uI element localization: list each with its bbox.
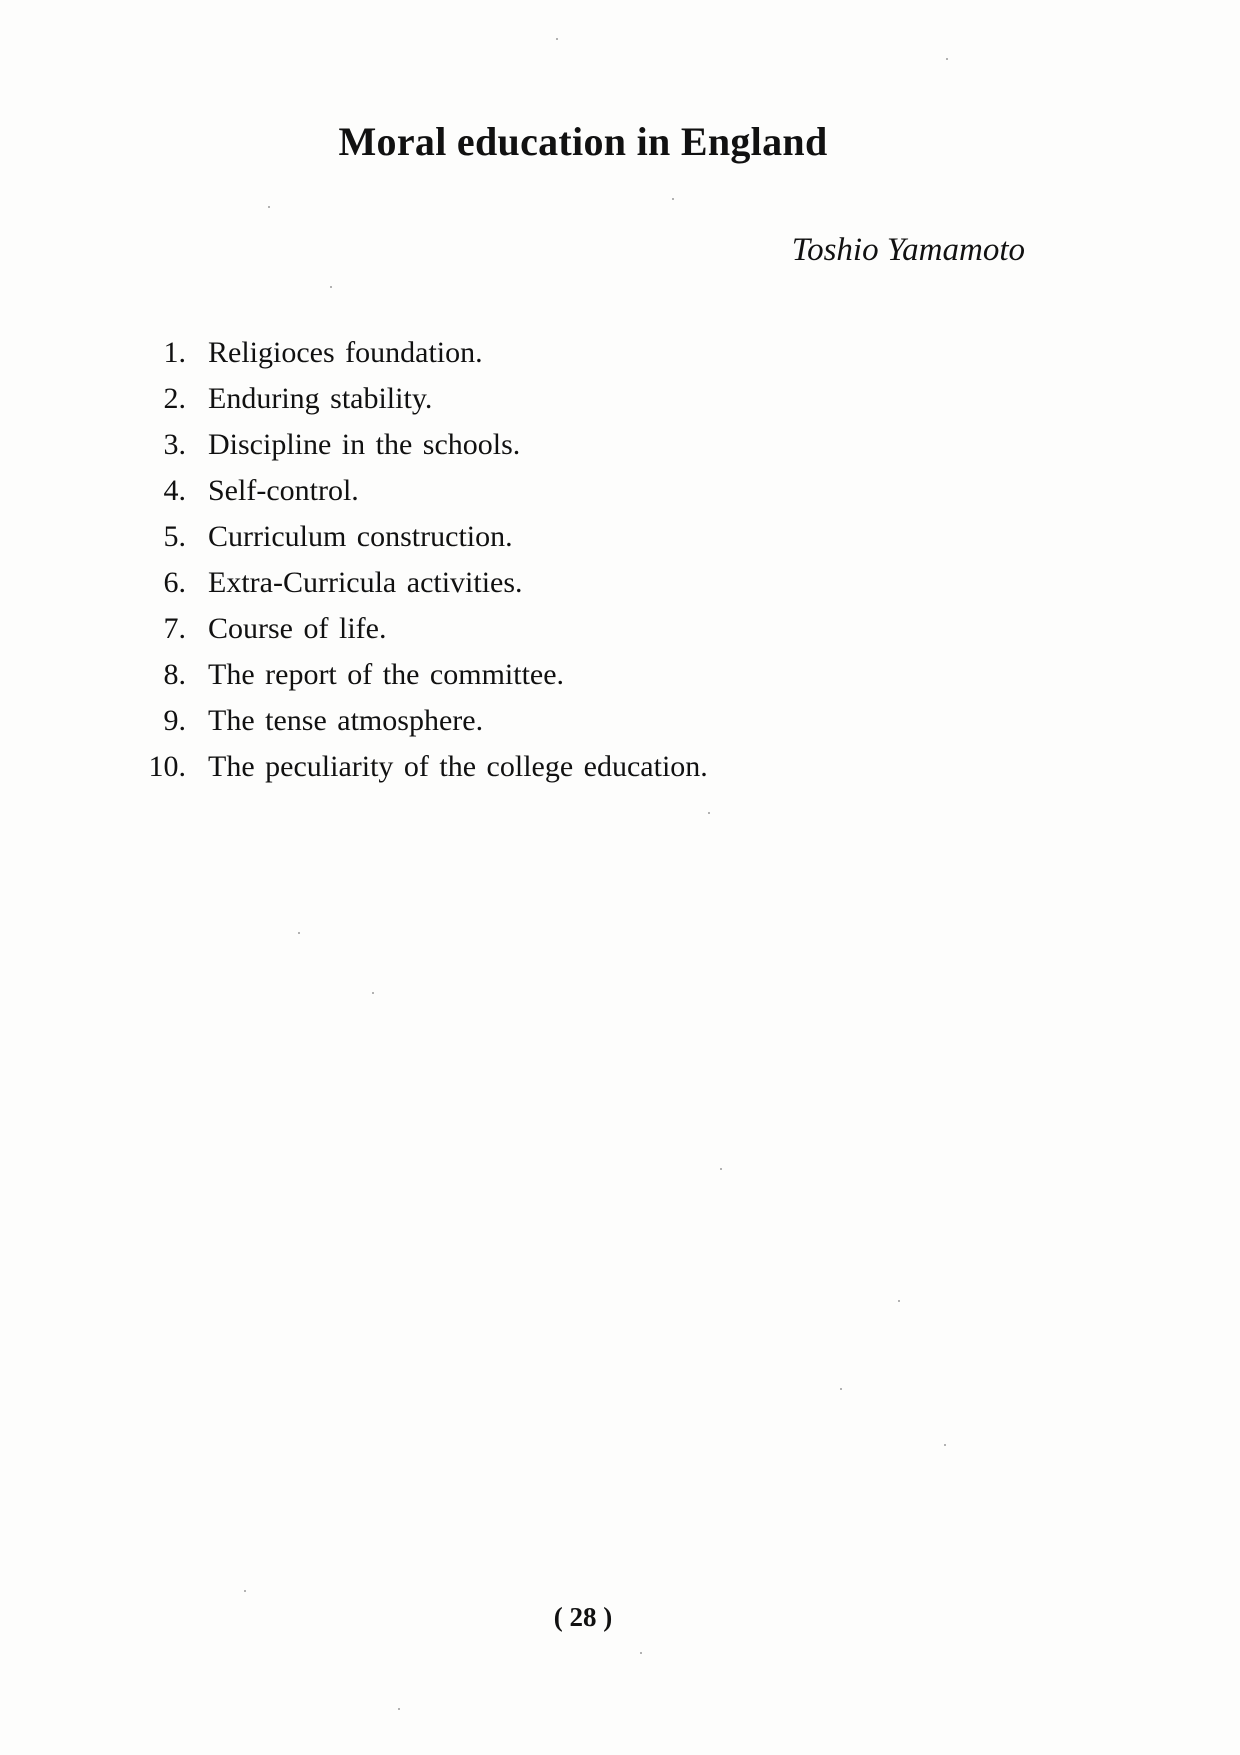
scan-speck <box>268 206 270 208</box>
item-number: 10. <box>148 750 186 783</box>
item-number: 7. <box>163 612 186 645</box>
list-item <box>140 468 1040 514</box>
contents-list <box>140 330 1040 790</box>
scan-speck <box>840 1388 842 1390</box>
item-text: Course of life. <box>208 612 387 645</box>
list-item <box>140 652 1040 698</box>
document-title: Moral education in England <box>338 119 828 164</box>
item-number: 2. <box>163 382 186 415</box>
scan-speck <box>298 932 300 934</box>
scan-speck <box>944 1444 946 1446</box>
list-item <box>140 698 1040 744</box>
list-item <box>140 330 1040 376</box>
item-text: Extra-Curricula activities. <box>208 566 523 599</box>
list-item <box>140 376 1040 422</box>
item-text: Religioces foundation. <box>208 336 483 369</box>
scan-speck <box>720 1168 722 1170</box>
list-item <box>140 744 1040 790</box>
item-text: Self-control. <box>208 474 359 507</box>
item-text: The tense atmosphere. <box>208 704 484 737</box>
list-item <box>140 560 1040 606</box>
scan-speck <box>672 198 674 200</box>
list-item <box>140 422 1040 468</box>
item-text: Curriculum construction. <box>208 520 513 553</box>
scan-speck <box>708 812 710 814</box>
scan-speck <box>372 992 374 994</box>
scan-speck <box>898 1300 900 1302</box>
item-text: The peculiarity of the college education. <box>208 750 708 783</box>
item-text: The report of the committee. <box>208 658 565 691</box>
item-number: 6. <box>163 566 186 599</box>
scan-speck <box>330 286 332 288</box>
scan-speck <box>946 58 948 60</box>
scan-speck <box>244 1590 246 1592</box>
author-name: Toshio Yamamoto <box>791 232 1025 268</box>
item-text: Enduring stability. <box>208 382 433 415</box>
list-item <box>140 606 1040 652</box>
scan-speck <box>556 38 558 40</box>
scan-speck <box>398 1708 400 1710</box>
list-item <box>140 514 1040 560</box>
item-number: 1. <box>163 336 186 369</box>
item-number: 4. <box>163 474 186 507</box>
item-text: Discipline in the schools. <box>208 428 521 461</box>
scan-speck <box>640 1652 642 1654</box>
item-number: 8. <box>163 658 186 691</box>
item-number: 9. <box>163 704 186 737</box>
item-number: 3. <box>163 428 186 461</box>
page-number: ( 28 ) <box>553 1602 613 1632</box>
item-number: 5. <box>163 520 186 553</box>
